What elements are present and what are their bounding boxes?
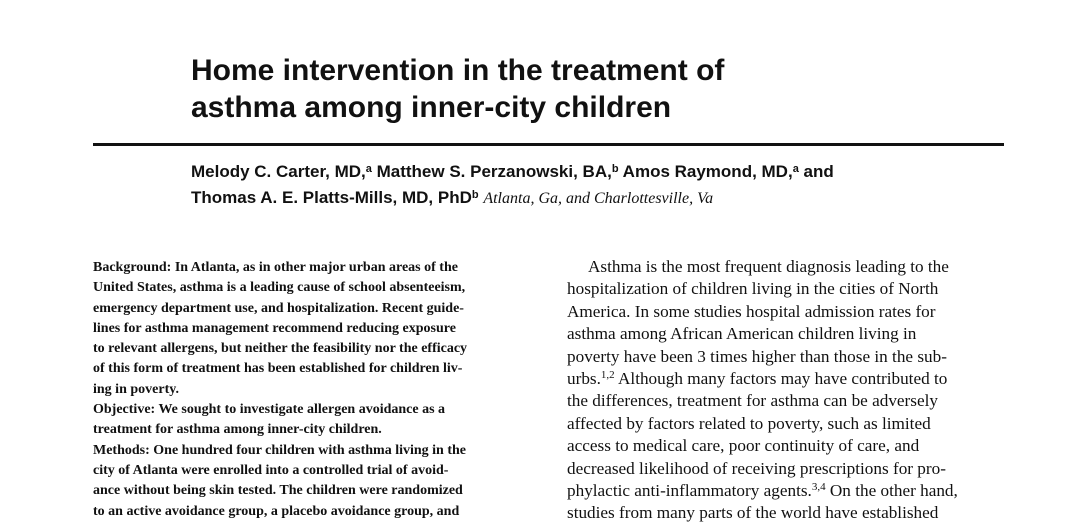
affiliation-location: Atlanta, Ga, and Charlottesville, Va <box>483 190 714 207</box>
body-text: On the other hand, <box>825 481 958 501</box>
body-text-column <box>567 256 1007 525</box>
author-name: Thomas A. E. Platts-Mills, MD, PhD <box>191 188 472 207</box>
body-text: Although many factors may have contributed to <box>614 369 948 389</box>
article-title <box>191 52 951 126</box>
body-line <box>567 480 1007 502</box>
body-line: Asthma is the most frequent diagnosis leading to the <box>588 257 949 276</box>
body-line: studies from many parts of the world have established <box>567 503 939 523</box>
abstract-line: ing in poverty. <box>93 381 179 397</box>
citation-marker: 3,4 <box>811 481 826 494</box>
abstract-line: city of Atlanta were enrolled into a controlled trial of avoid- <box>93 462 449 478</box>
body-line: the differences, treatment for asthma can be adversely <box>567 391 938 411</box>
affiliation-marker: b <box>471 189 479 201</box>
abstract-line: emergency department use, and hospitalization. Recent guide- <box>93 300 464 316</box>
affiliation-marker: b <box>611 163 619 175</box>
body-line: asthma among African American children living in <box>567 324 917 344</box>
affiliation-marker: a <box>792 163 799 175</box>
author-conjunction: and <box>798 162 834 181</box>
body-line: hospitalization of children living in the cities of North <box>567 279 939 299</box>
body-line: poverty have been 3 times higher than those in the sub- <box>567 346 947 366</box>
abstract-line: United States, asthma is a leading cause of school absenteeism, <box>93 280 466 296</box>
abstract-line: treatment for asthma among inner-city children. <box>93 422 382 438</box>
author-line <box>191 185 1003 212</box>
body-text: phylactic anti-inflammatory agents. <box>567 481 812 501</box>
body-line: America. In some studies hospital admission rates for <box>567 301 936 321</box>
author-block <box>191 159 1003 212</box>
abstract-line: ance without being skin tested. The children were randomized <box>93 483 463 499</box>
body-line: decreased likelihood of receiving prescriptions for pro- <box>567 458 946 478</box>
abstract-line: Objective: We sought to investigate allergen avoidance as a <box>93 402 446 418</box>
title-divider <box>93 143 1004 146</box>
title-line: Home intervention in the treatment of <box>191 54 725 87</box>
author-line <box>191 159 1003 185</box>
body-line: affected by factors related to poverty, such as limited <box>567 413 931 433</box>
body-text: urbs. <box>567 369 601 389</box>
body-line <box>567 368 1007 390</box>
abstract-line: Methods: One hundred four children with asthma living in the <box>93 442 467 458</box>
author-name: Matthew S. Perzanowski, BA, <box>371 162 612 181</box>
abstract-line: to relevant allergens, but neither the feasibility nor the efficacy <box>93 341 468 357</box>
author-name: Amos Raymond, MD, <box>618 162 793 181</box>
abstract-line: Background: In Atlanta, as in other major urban areas of the <box>93 260 458 275</box>
citation-marker: 1,2 <box>600 369 615 382</box>
abstract-line: of this form of treatment has been established for children liv- <box>93 361 463 377</box>
author-name: Melody C. Carter, MD, <box>191 162 366 181</box>
body-line: access to medical care, poor continuity of care, and <box>567 436 920 456</box>
affiliation-marker: a <box>365 163 372 175</box>
abstract <box>93 258 533 522</box>
abstract-line: lines for asthma management recommend reducing exposure <box>93 320 456 336</box>
title-line: asthma among inner-city children <box>191 91 672 124</box>
abstract-line: to an active avoidance group, a placebo avoidance group, and <box>93 503 460 519</box>
